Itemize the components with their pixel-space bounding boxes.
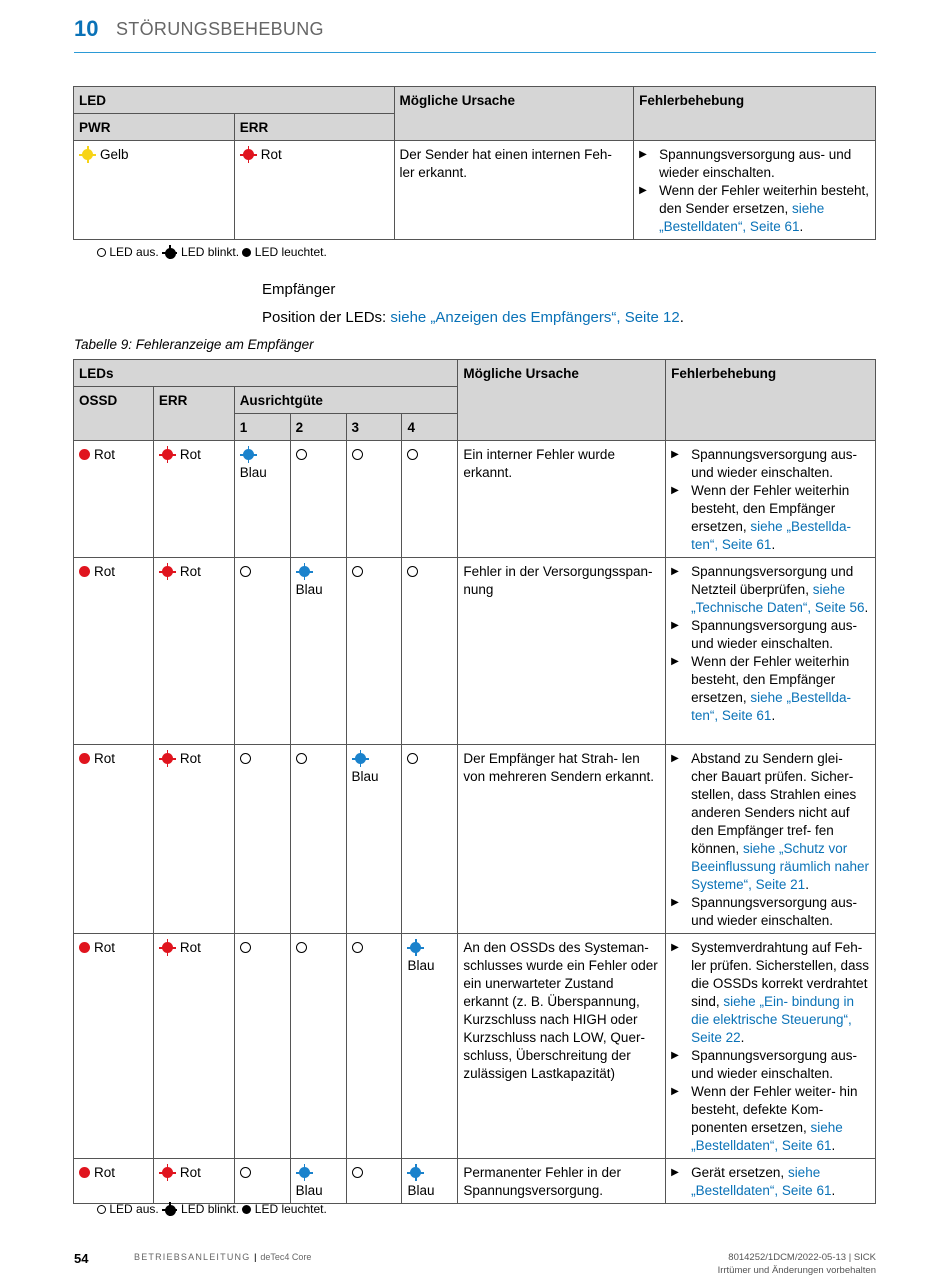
align-4-cell	[402, 934, 458, 1159]
led-label: Rot	[94, 940, 116, 955]
led-on-icon	[242, 248, 251, 257]
th-cause: Mögliche Ursache	[394, 87, 634, 141]
led-off-icon	[407, 449, 418, 460]
legend-on: LED leuchtet.	[254, 1202, 327, 1216]
err-cell	[234, 141, 394, 240]
led-off-icon	[352, 566, 363, 577]
th-pwr: PWR	[74, 114, 235, 141]
fix-item: ▶ Wenn der Fehler weiter- hin besteht, defekte Kom- ponenten ersetzen, siehe „Bestelldaten“, Seite 61.	[671, 1083, 870, 1155]
receiver-error-table	[73, 359, 876, 1204]
led-blink-red-icon	[159, 1166, 176, 1179]
page-header	[74, 14, 876, 53]
led-blink-blue-icon	[407, 941, 424, 954]
footer-doc: BETRIEBSANLEITUNG | deTec4 Core	[134, 1252, 312, 1262]
chapter-title: STÖRUNGSBEHEBUNG	[116, 19, 324, 39]
link-bestelldaten[interactable]: siehe „Bestellda- ten“, Seite 61	[691, 690, 851, 723]
legend-on: LED leuchtet.	[254, 245, 327, 259]
align-4-cell	[402, 1159, 458, 1204]
align-3-cell	[346, 1159, 402, 1204]
led-blink-blue-icon	[352, 752, 369, 765]
legend-off: LED aus.	[109, 245, 159, 259]
fix-text: Abstand zu Sendern glei- cher Bauart prüfen. Sicher- stellen, dass Strahlen eines anderen Senders nicht auf den Empfänger tref- fen können,	[691, 751, 857, 856]
fix-text: Wenn der Fehler weiterhin besteht, den Empfänger ersetzen,	[691, 483, 850, 534]
sender-error-table	[73, 86, 876, 240]
pos-text: Position der LEDs:	[262, 309, 387, 326]
link-bestelldaten[interactable]: siehe „Bestelldaten“, Seite 61	[691, 1120, 843, 1153]
fix-item: ▶ Abstand zu Sendern glei- cher Bauart prüfen. Sicher- stellen, dass Strahlen eines anderen Senders nicht auf den Empfänger tref- fen können, siehe „Schutz vor Beeinflussung räumlich naher Systeme“, Seite 21.	[671, 750, 870, 894]
led-off-icon	[240, 942, 251, 953]
led-blink-red-icon	[240, 148, 257, 161]
led-blink-yellow-icon	[79, 148, 96, 161]
align-2-cell	[290, 558, 346, 745]
led-blink-icon	[162, 247, 177, 258]
th-4: 4	[402, 414, 458, 441]
fix-item: ▶ Wenn der Fehler weiterhin besteht, den Empfänger ersetzen, siehe „Bestellda- ten“, Seite 61.	[671, 653, 870, 725]
align-2-cell	[290, 745, 346, 934]
led-off-icon	[352, 942, 363, 953]
led-label: Blau	[239, 465, 267, 480]
led-off-icon	[240, 1167, 251, 1178]
legend-blink: LED blinkt.	[181, 1202, 240, 1216]
th-ausrichtguete: Ausrichtgüte	[234, 387, 458, 414]
fix-cell	[666, 558, 876, 745]
led-label: Blau	[407, 958, 435, 973]
err-cell	[153, 745, 234, 934]
led-blink-icon	[162, 1204, 177, 1215]
err-cell	[153, 558, 234, 745]
doc-type: BETRIEBSANLEITUNG	[134, 1252, 251, 1262]
th-leds: LEDs	[74, 360, 458, 387]
fix-cell	[666, 745, 876, 934]
led-off-icon	[407, 566, 418, 577]
led-blink-red-icon	[159, 565, 176, 578]
led-label: Rot	[179, 751, 201, 766]
led-on-red-icon	[79, 1167, 90, 1178]
cause-cell: Fehler in der Versorgungsspan- nung	[458, 558, 666, 745]
align-1-cell	[234, 745, 290, 934]
led-blink-blue-icon	[240, 448, 257, 461]
fix-item: ▶ Spannungsversorgung aus- und wieder einschalten.	[671, 617, 870, 653]
ossd-cell	[74, 558, 154, 745]
table-row	[74, 558, 876, 745]
th-err: ERR	[234, 114, 394, 141]
led-blink-blue-icon	[296, 1166, 313, 1179]
align-3-cell	[346, 934, 402, 1159]
table-caption: Tabelle 9: Fehleranzeige am Empfänger	[74, 337, 314, 352]
led-label: Blau	[295, 582, 323, 597]
th-led: LED	[74, 87, 395, 114]
doc-number: 8014252/1DCM/2022-05-13 | SICK	[728, 1252, 876, 1263]
cause-cell: Permanenter Fehler in der Spannungsversorgung.	[458, 1159, 666, 1204]
fix-item: ▶ Spannungsversorgung aus- und wieder einschalten.	[671, 446, 870, 482]
led-off-icon	[97, 1205, 106, 1214]
table-row	[74, 141, 876, 240]
led-blink-red-icon	[159, 448, 176, 461]
link-bestelldaten[interactable]: siehe „Bestellda- ten“, Seite 61	[691, 519, 851, 552]
th-fix: Fehlerbehebung	[634, 87, 876, 141]
cause-cell: An den OSSDs des Systeman- schlusses wurde ein Fehler oder ein unerwarteter Zustand erkannt (z. B. Überspannung, Kurzschluss nach HIGH oder Kurzschluss nach LOW, Quer- schluss, Überschreitung der zulässigen Lastkapazität)	[458, 934, 666, 1159]
led-label: Rot	[94, 1165, 116, 1180]
led-on-red-icon	[79, 566, 90, 577]
table-row	[74, 934, 876, 1159]
ossd-cell	[74, 745, 154, 934]
led-label: Rot	[179, 564, 201, 579]
cause-cell: Ein interner Fehler wurde erkannt.	[458, 441, 666, 558]
led-on-red-icon	[79, 449, 90, 460]
fix-cell	[634, 141, 876, 240]
led-off-icon	[352, 449, 363, 460]
fix-item: ▶ Wenn der Fehler weiterhin besteht, den Empfänger ersetzen, siehe „Bestellda- ten“, Seite 61.	[671, 482, 870, 554]
link-anzeigen-empfaenger[interactable]: siehe „Anzeigen des Empfängers“, Seite 12	[390, 309, 680, 326]
align-1-cell	[234, 558, 290, 745]
chapter-number: 10	[74, 16, 99, 41]
legend-off: LED aus.	[109, 1202, 159, 1216]
th-2: 2	[290, 414, 346, 441]
align-1-cell	[234, 934, 290, 1159]
led-label: Blau	[351, 769, 379, 784]
led-off-icon	[240, 753, 251, 764]
align-4-cell	[402, 558, 458, 745]
table-row	[74, 1159, 876, 1204]
led-label: Rot	[179, 940, 201, 955]
led-off-icon	[352, 1167, 363, 1178]
cause-cell: Der Empfänger hat Strah- len von mehreren Sendern erkannt.	[458, 745, 666, 934]
fix-cell	[666, 934, 876, 1159]
align-2-cell	[290, 441, 346, 558]
fix-item: ▶ Spannungsversorgung aus- und wieder einschalten.	[671, 894, 870, 930]
led-position-line: Position der LEDs: siehe „Anzeigen des Empfängers“, Seite 12.	[262, 309, 684, 326]
th-ossd: OSSD	[74, 387, 154, 441]
align-4-cell	[402, 745, 458, 934]
cause-cell: Der Sender hat einen internen Feh- ler erkannt.	[394, 141, 634, 240]
led-on-red-icon	[79, 942, 90, 953]
th-3: 3	[346, 414, 402, 441]
led-label: Rot	[94, 751, 116, 766]
led-off-icon	[296, 753, 307, 764]
th-cause: Mögliche Ursache	[458, 360, 666, 441]
align-2-cell	[290, 934, 346, 1159]
led-label: Blau	[295, 1183, 323, 1198]
fix-text: Wenn der Fehler weiterhin besteht, den Sender ersetzen,	[659, 183, 870, 216]
pwr-cell	[74, 141, 235, 240]
table-row	[74, 441, 876, 558]
led-legend	[97, 245, 327, 259]
align-2-cell	[290, 1159, 346, 1204]
legend-blink: LED blinkt.	[181, 245, 240, 259]
led-off-icon	[407, 753, 418, 764]
fix-text: Spannungsversorgung und Netzteil überprüfen,	[691, 564, 854, 597]
table-row	[74, 745, 876, 934]
fix-item: ▶ Gerät ersetzen, siehe „Bestelldaten“, Seite 61.	[671, 1164, 870, 1200]
link-einbindung-steuerung[interactable]: siehe „Ein- bindung in die elektrische Steuerung“, Seite 22	[691, 994, 855, 1045]
ossd-cell	[74, 441, 154, 558]
err-cell	[153, 441, 234, 558]
footer-right	[718, 1251, 876, 1277]
led-off-icon	[97, 248, 106, 257]
th-1: 1	[234, 414, 290, 441]
fix-item: ▶ Systemverdrahtung auf Feh- ler prüfen. Sicherstellen, dass die OSSDs korrekt verdrahtet sind, siehe „Ein- bindung in die elektrische Steuerung“, Seite 22.	[671, 939, 870, 1047]
led-label: Rot	[179, 447, 201, 462]
th-fix: Fehlerbehebung	[666, 360, 876, 441]
fix-text: Wenn der Fehler weiter- hin besteht, defekte Kom- ponenten ersetzen,	[691, 1084, 858, 1135]
product-name: deTec4 Core	[260, 1252, 312, 1262]
fix-item: ▶ Spannungsversorgung und Netzteil überprüfen, siehe „Technische Daten“, Seite 56.	[671, 563, 870, 617]
page-number: 54	[74, 1251, 89, 1266]
led-on-icon	[242, 1205, 251, 1214]
led-blink-blue-icon	[407, 1166, 424, 1179]
fix-cell	[666, 1159, 876, 1204]
err-cell	[153, 934, 234, 1159]
led-off-icon	[240, 566, 251, 577]
led-off-icon	[296, 942, 307, 953]
led-on-red-icon	[79, 753, 90, 764]
fix-text: Wenn der Fehler weiterhin besteht, den Empfänger ersetzen,	[691, 654, 850, 705]
align-1-cell	[234, 1159, 290, 1204]
link-technische-daten[interactable]: siehe „Technische Daten“, Seite 56	[691, 582, 865, 615]
ossd-cell	[74, 1159, 154, 1204]
led-off-icon	[296, 449, 307, 460]
align-4-cell	[402, 441, 458, 558]
led-blink-blue-icon	[296, 565, 313, 578]
led-blink-red-icon	[159, 941, 176, 954]
led-legend	[97, 1202, 327, 1216]
align-3-cell	[346, 745, 402, 934]
align-3-cell	[346, 558, 402, 745]
align-1-cell	[234, 441, 290, 558]
link-bestelldaten[interactable]: siehe „Bestelldaten“, Seite 61	[659, 201, 825, 234]
ossd-cell	[74, 934, 154, 1159]
led-label: Rot	[94, 447, 116, 462]
fix-text: Gerät ersetzen,	[691, 1165, 785, 1180]
err-cell	[153, 1159, 234, 1204]
fix-cell	[666, 441, 876, 558]
link-bestelldaten[interactable]: siehe „Bestelldaten“, Seite 61	[691, 1165, 832, 1198]
led-label: Rot	[94, 564, 116, 579]
link-schutz-beeinflussung[interactable]: siehe „Schutz vor Beeinflussung räumlich naher Systeme“, Seite 21	[691, 841, 869, 892]
led-label: Gelb	[100, 147, 129, 162]
th-err: ERR	[153, 387, 234, 441]
section-title: Empfänger	[262, 281, 336, 298]
fix-text: Systemverdrahtung auf Feh- ler prüfen. Sicherstellen, dass die OSSDs korrekt verdrahtet sind,	[691, 940, 869, 1009]
led-blink-red-icon	[159, 752, 176, 765]
disclaimer: Irrtümer und Änderungen vorbehalten	[717, 1265, 876, 1276]
fix-item: ▶ Spannungsversorgung aus- und wieder einschalten.	[639, 146, 870, 182]
fix-item: ▶ Wenn der Fehler weiterhin besteht, den Sender ersetzen, siehe „Bestelldaten“, Seite 61.	[639, 182, 870, 236]
led-label: Rot	[179, 1165, 201, 1180]
align-3-cell	[346, 441, 402, 558]
led-label: Blau	[407, 1183, 435, 1198]
led-label: Rot	[260, 147, 282, 162]
fix-item: ▶ Spannungsversorgung aus- und wieder einschalten.	[671, 1047, 870, 1083]
